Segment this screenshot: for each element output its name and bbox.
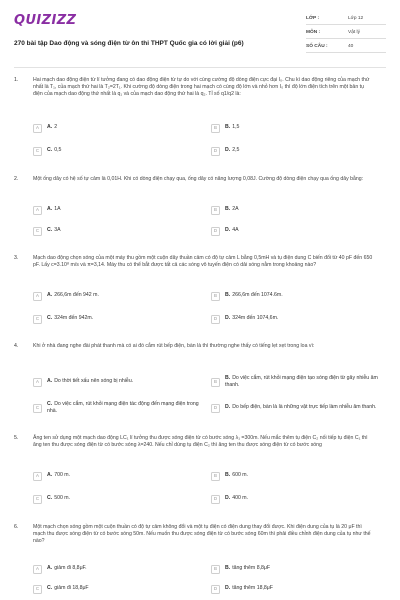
option-text: 500 m. [54,495,71,502]
option-key: A. [47,206,53,213]
option-key: C. [47,147,53,154]
answer-option-b[interactable] [211,203,239,217]
answer-option-b[interactable] [211,289,283,303]
question-text: Ăng ten sử dụng một mạch dao động LC₁ lí tưởng thu được sóng điện từ có bước sóng λ₁ =300m. Nếu mắc thêm tụ điện C₂ nối tiếp tụ điện C₁ thì ăng ten thu được sóng điện từ có bước sóng λ=240. Nếu chỉ dùng tụ điện C₂ thì ăng ten thu được sóng điện từ có bước sóng [33,435,368,449]
answer-option-d[interactable] [211,224,239,238]
answer-option-a[interactable] [33,289,99,303]
answer-option-d[interactable] [211,399,379,417]
answer-option-c[interactable] [33,224,61,238]
answer-option-d[interactable] [211,492,248,506]
option-key: B. [225,565,231,572]
option-text: tăng thêm 8,8μF [232,565,271,572]
worksheet-title: 270 bài tập Dao động và sóng điện từ ôn thi THPT Quốc gia có lời giải (p6) [14,40,244,47]
option-letter-box: D [211,495,220,504]
option-letter-box: D [211,315,220,324]
meta-value: 40 [348,43,354,49]
option-text: 1A [54,206,61,213]
answer-option-b[interactable] [211,469,248,483]
meta-key: SỐ CÂU : [306,43,328,49]
question-number: 3. [14,255,19,261]
option-letter-box: B [211,378,220,387]
question [14,343,386,428]
option-key: A. [47,472,53,479]
option-text: 266,6m đến 942 m. [54,292,99,299]
option-text: 324m đến 942m. [54,315,94,322]
question [14,524,386,598]
option-letter-box: C [33,227,42,236]
option-text: 600 m. [232,472,249,479]
meta-row-count [306,42,386,53]
option-key: B. [225,206,231,213]
option-letter-box: B [211,206,220,215]
option-text: 324m đến 1074,6m. [232,315,279,322]
option-letter-box: B [211,565,220,574]
answer-option-a[interactable] [33,203,61,217]
question-text: Một mạch chọn sóng gồm một cuộn thuần có độ tự cảm không đổi và một tụ điện có điện dung thay đổi được. Khi điện dung của tụ là 20 μF thì mạch thu được sóng điện từ có bước sóng 50m. Nếu muốn thu được sóng điện từ có bước sóng 60m thì phải điều chỉnh điện dung của tụ như thế nào? [33,524,371,545]
answer-option-a[interactable] [33,121,57,135]
option-key: A. [47,292,53,299]
option-letter-box: A [33,565,42,574]
option-text: giảm đi 8,8μF. [54,565,87,572]
option-key: A. [47,124,53,131]
option-letter-box: C [33,147,42,156]
option-text: 2,5 [232,147,240,154]
option-letter-box: A [33,292,42,301]
question-text: Khi ở nhà đang nghe đài phát thanh mà có ai đó cắm rút bếp điện, bàn là thì thường nghe thấy có tiếng lẹt xẹt trong loa vì: [33,343,315,349]
answer-option-b[interactable] [211,562,270,576]
meta-key: MÔN : [306,29,321,35]
option-key: C. [47,315,53,322]
quizizz-logo: QUIZIZZ [14,13,77,28]
answer-option-c[interactable] [33,144,61,158]
option-letter-box: D [211,227,220,236]
option-key: C. [47,585,53,592]
option-text: tăng thêm 18,8μF [232,585,273,592]
question-number: 5. [14,435,19,441]
answer-option-c[interactable] [33,312,93,326]
meta-row-subject [306,28,386,39]
question [14,435,386,515]
answer-option-d[interactable] [211,582,273,596]
option-text: 0,5 [54,147,62,154]
option-text: 1,5 [232,124,240,131]
option-text: giảm đi 18,8μF [54,585,89,592]
option-letter-box: D [211,404,220,413]
option-text: 400 m. [232,495,249,502]
option-letter-box: C [33,315,42,324]
option-key: D. [225,315,231,322]
option-key: D. [225,585,231,592]
option-letter-box: D [211,585,220,594]
option-text: Do bếp điện, bàn là là những vật trực tiếp làm nhiễu âm thanh. [232,404,377,411]
question-number: 1. [14,77,19,83]
option-letter-box: A [33,206,42,215]
option-key: D. [225,147,231,154]
meta-row-class [306,14,386,25]
question-number: 2. [14,176,19,182]
option-letter-box: C [33,495,42,504]
meta-key: LỚP : [306,15,320,21]
option-key: A. [47,378,53,385]
option-text: Do việc cắm, rút khỏi mạng điện tác động đến mạng điện trong nhà. [47,400,199,414]
option-key: B. [225,124,231,131]
answer-option-a[interactable] [33,562,87,576]
question-text: Mạch dao động chọn sóng của một máy thu gồm một cuộn dây thuần cảm có độ tự cảm L bằng 0,5mH và tụ điện dung C biến đổi từ 40 pF đến 650 pF. Lấy c=3.10⁸ m/s và π=3,14. Máy thu có thể bắt được tất cả các sóng vô tuyến điện có dải sóng nằm trong khoảng nào? [33,255,373,269]
answer-option-b[interactable] [211,121,239,135]
option-letter-box: C [33,585,42,594]
option-letter-box: B [211,124,220,133]
option-text: Do thời tiết xấu nên sóng bị nhiễu. [54,378,134,385]
answer-option-a[interactable] [33,373,203,391]
answer-option-a[interactable] [33,469,70,483]
option-text: 266,6m đến 1074.6m. [232,292,283,299]
worksheet-meta [306,14,386,56]
question-number: 4. [14,343,19,349]
option-letter-box: B [211,472,220,481]
option-text: 4A [232,227,239,234]
meta-value: Lớp 12 [348,15,364,21]
option-letter-box: A [33,472,42,481]
option-letter-box: C [33,404,42,413]
option-key: C. [47,495,53,502]
option-letter-box: D [211,147,220,156]
option-key: C. [47,227,53,234]
question-number: 6. [14,524,19,530]
answer-option-b[interactable] [211,373,379,391]
option-text: 2 [54,124,58,131]
question [14,77,386,172]
question-text: Hai mạch dao động điện từ lí tưởng đang có dao động điện từ tự do với cùng cường độ dòng điện cực đại I₀. Chu kì dao động riêng của mạch thứ nhất là T₁, của mạch thứ hai là T₂=2T₁. Khi cường độ dòng điện trong hai mạch có cùng độ lớn và nhỏ hơn I₀ thì độ lớn điện tích trên một bản tụ điện của mạch dao động thứ nhất là q₁ và của mạch dao động thứ hai là q₂. Tỉ số q1/q2 là: [33,77,370,98]
option-text: 700 m. [54,472,71,479]
option-text: 3A [54,227,61,234]
answer-option-d[interactable] [211,312,278,326]
answer-option-c[interactable] [33,399,203,417]
option-key: A. [47,565,53,572]
question-text: Một ống dây có hệ số tự cảm là 0,01H. Khi có dòng điện chạy qua, ống dây có năng lượng 0,08J. Cường độ dòng điện chạy qua ống dây bằng: [33,176,364,182]
option-key: D. [225,404,231,411]
option-key: B. [225,292,231,299]
meta-value: Vật lý [348,29,360,35]
option-letter-box: A [33,124,42,133]
answer-option-c[interactable] [33,582,89,596]
option-letter-box: A [33,378,42,387]
option-key: B. [225,472,231,479]
answer-option-d[interactable] [211,144,239,158]
option-key: D. [225,495,231,502]
header-divider [14,67,386,68]
question [14,255,386,335]
option-text: Do việc cắm, rút khỏi mạng điện tạo sóng điện từ gây nhiễu âm thanh. [225,374,378,388]
worksheet-header [14,10,386,60]
option-key: C. [47,400,53,407]
question [14,176,386,246]
answer-option-c[interactable] [33,492,70,506]
option-text: 2A [232,206,239,213]
option-key: B. [225,374,231,381]
option-key: D. [225,227,231,234]
option-letter-box: B [211,292,220,301]
